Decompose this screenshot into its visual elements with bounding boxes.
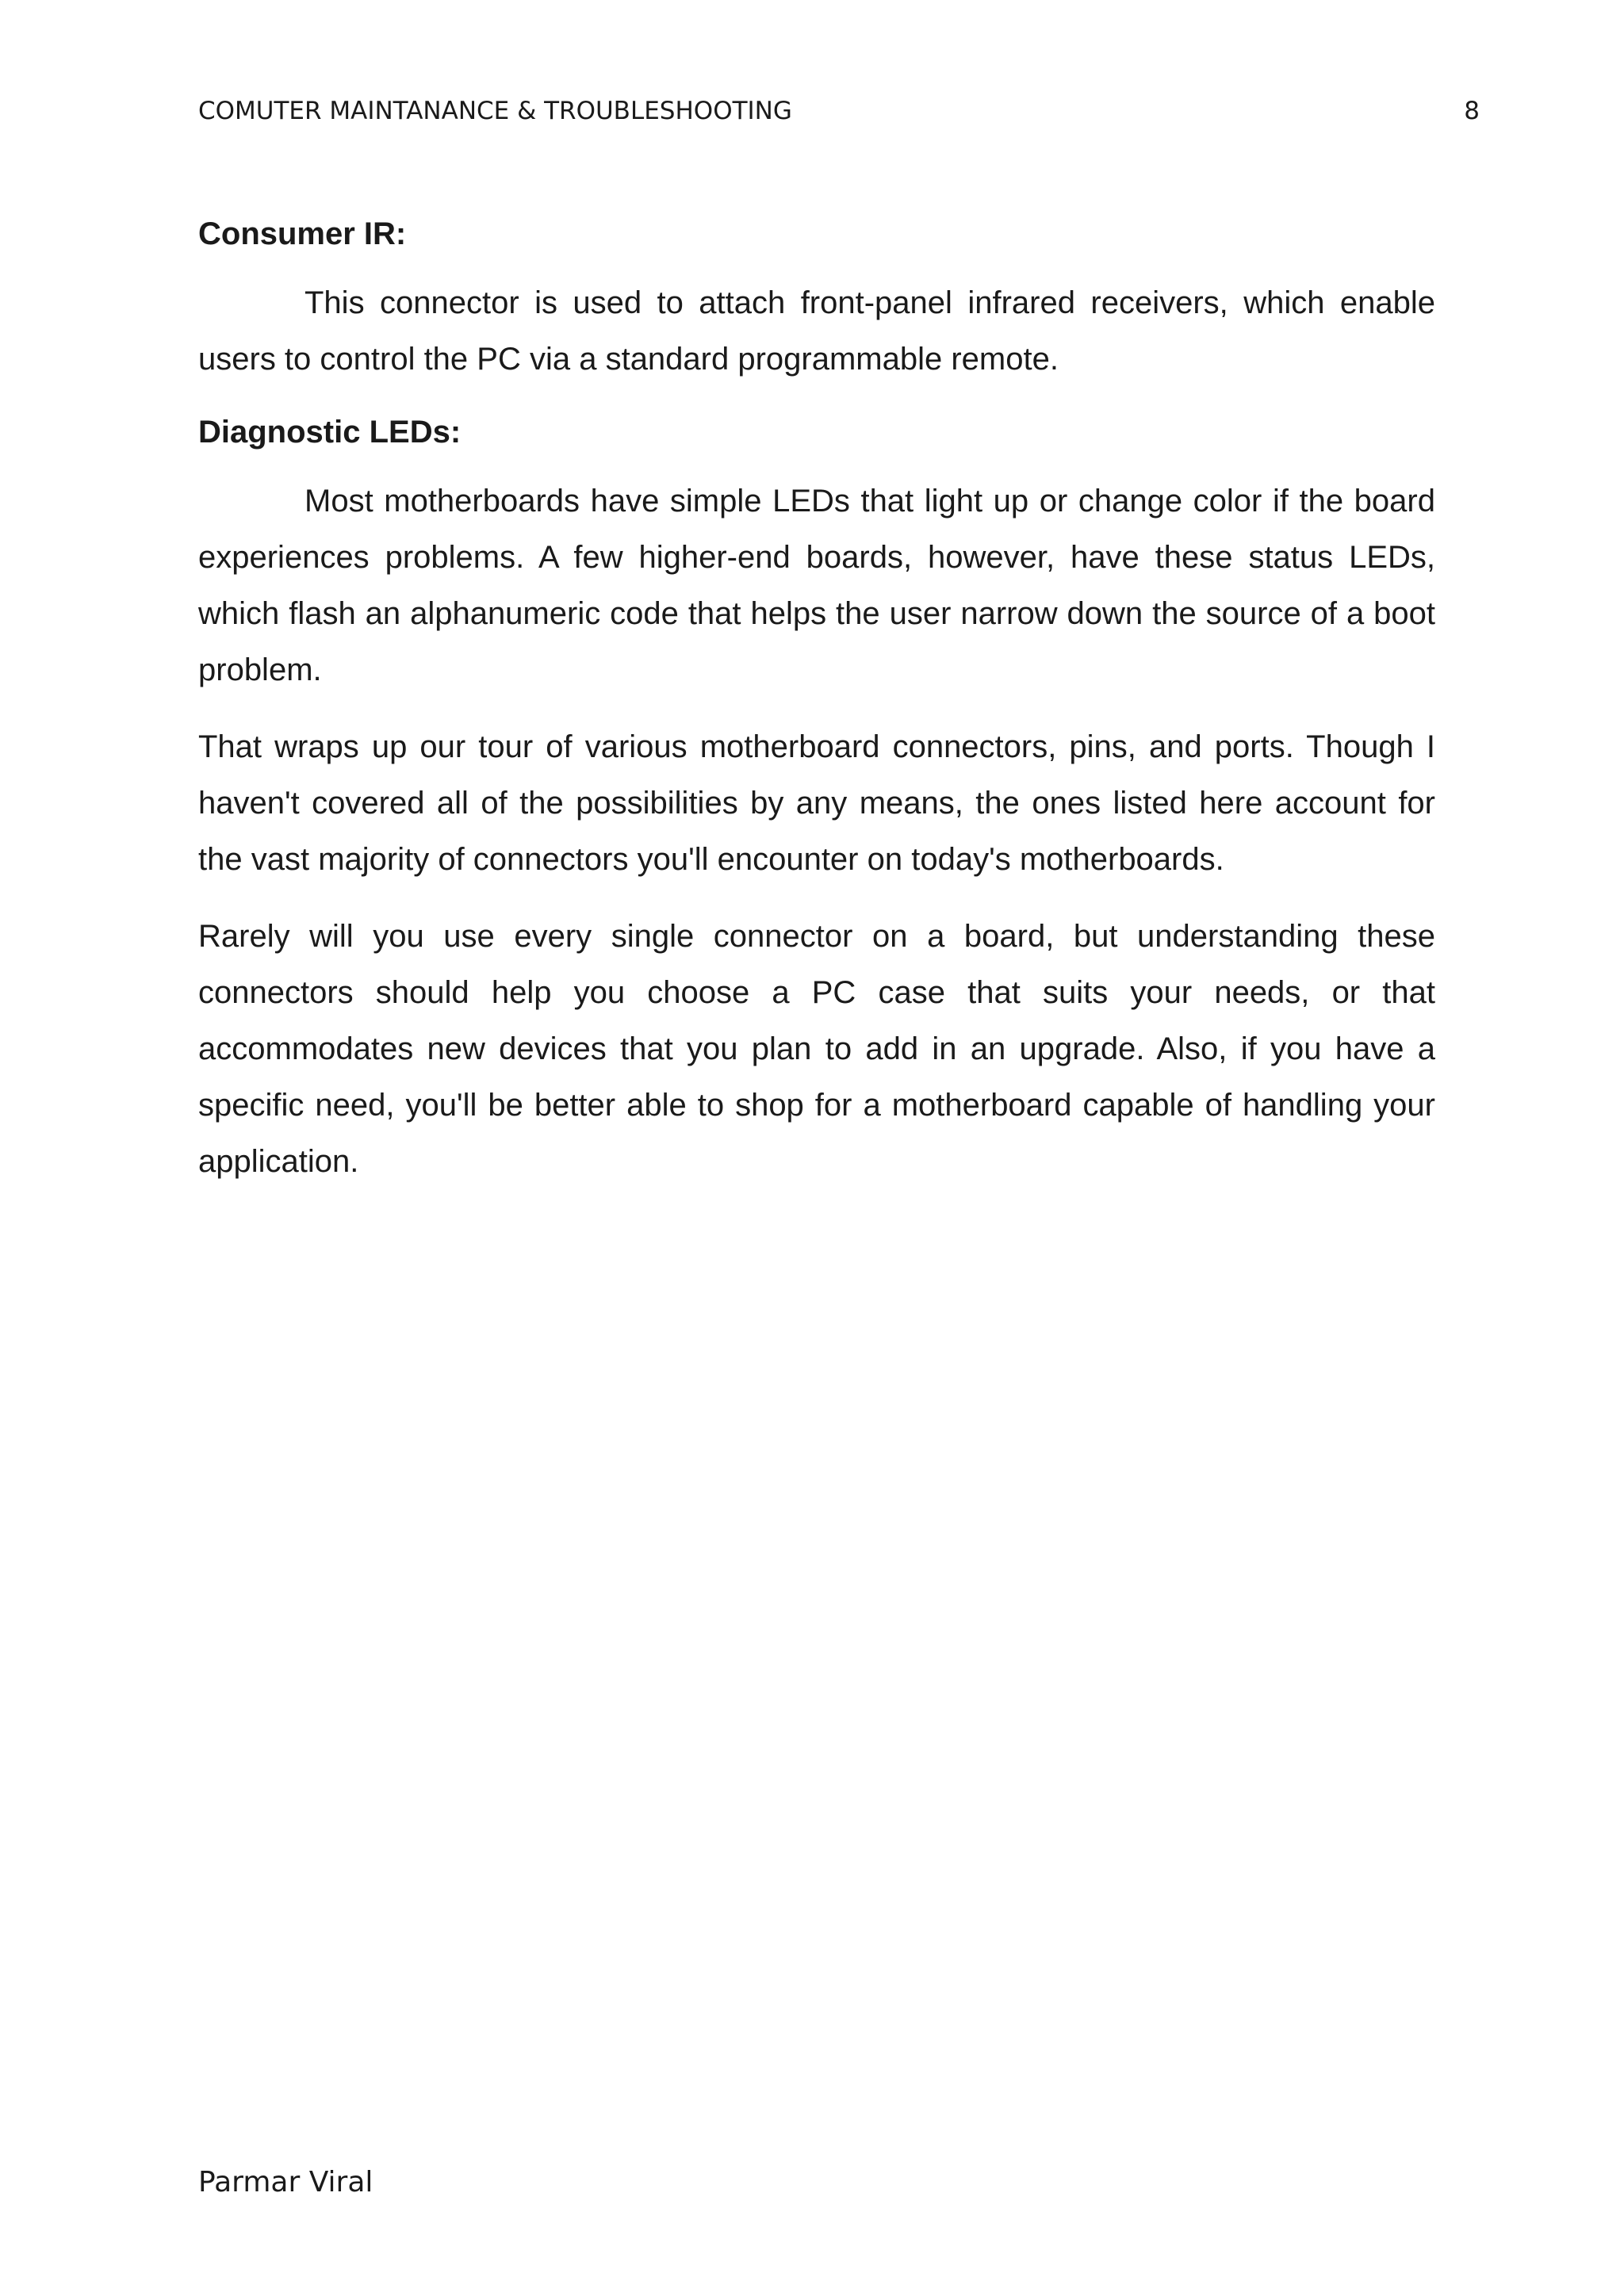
author-name: Parmar Viral [198,2166,373,2198]
section-heading-consumer-ir: Consumer IR: [198,216,407,251]
paragraph-closing-1: That wraps up our tour of various motherboard connectors, pins, and ports. Though I haven't covered all of the possibilities by any means, the ones listed here account for the vast majority of connectors you'll encounter on today's motherboards. [198,729,1435,877]
page-body [198,210,1435,1211]
document-title: COMUTER MAINTANANCE & TROUBLESHOOTING [198,97,792,125]
paragraph-diagnostic-leds: Most motherboards have simple LEDs that light up or change color if the board experiences problems. A few higher-end boards, however, have these status LEDs, which flash an alphanumeric code that helps the user narrow down the source of a boot problem. [198,484,1435,687]
section-heading-diagnostic-leds: Diagnostic LEDs: [198,415,462,450]
page-header [198,97,1480,125]
page-footer [198,2166,373,2198]
page-number: 8 [1464,97,1480,125]
paragraph-consumer-ir: This connector is used to attach front-panel infrared receivers, which enable users to control the PC via a standard programmable remote. [198,285,1435,377]
paragraph-closing-2: Rarely will you use every single connector on a board, but understanding these connectors should help you choose a PC case that suits your needs, or that accommodates new devices that you plan to add in an upgrade. Also, if you have a specific need, you'll be better able to shop for a motherboard capable of handling your application. [198,919,1435,1179]
